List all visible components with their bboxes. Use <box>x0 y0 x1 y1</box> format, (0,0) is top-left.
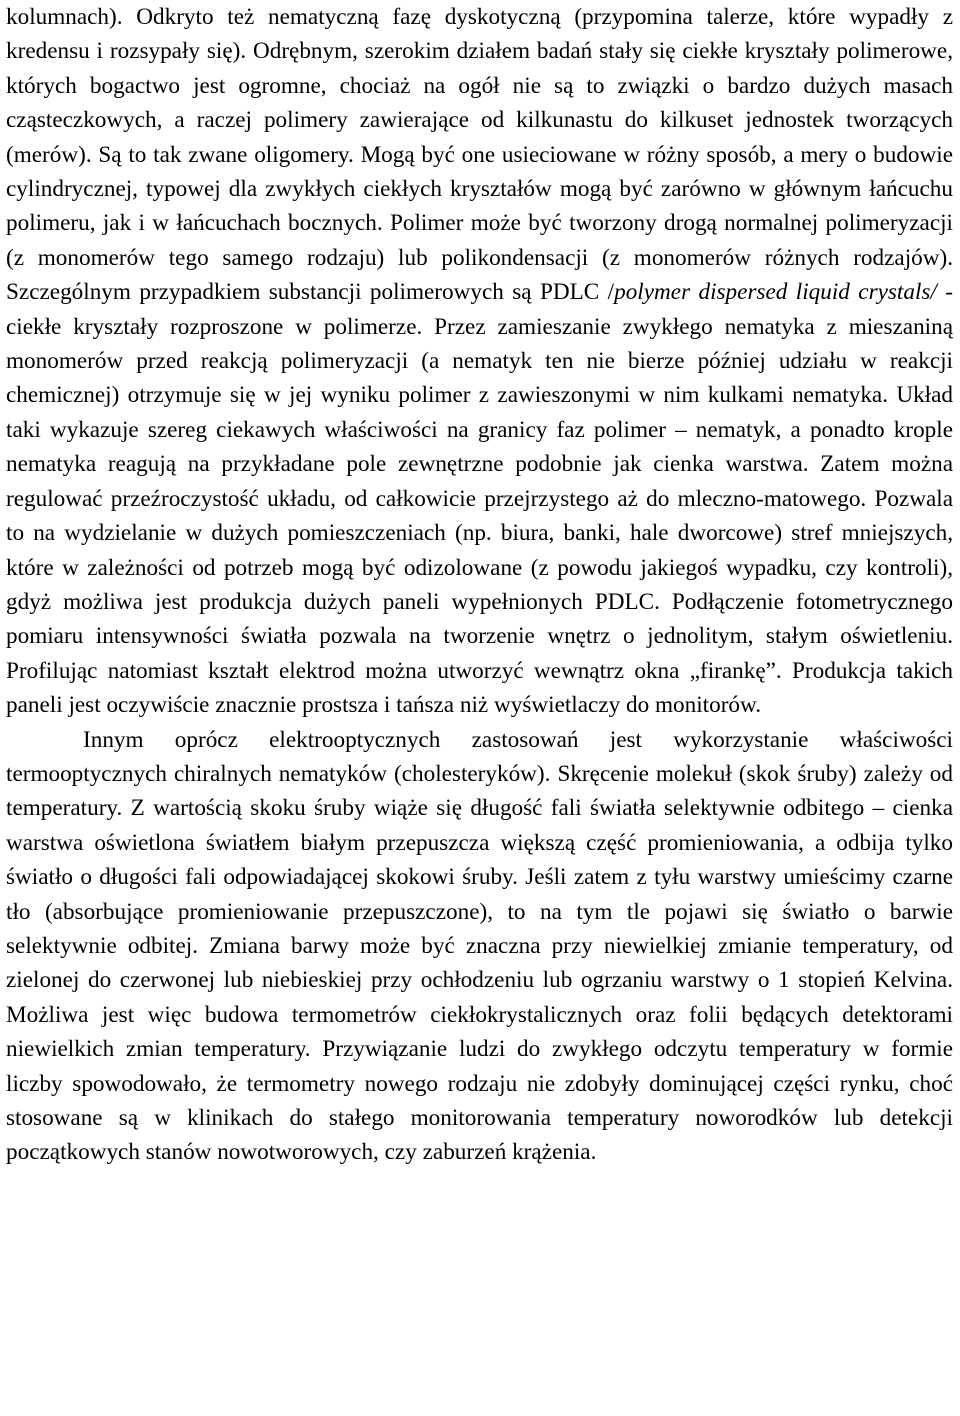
paragraph-liquid-crystal-polymers <box>6 0 953 723</box>
paragraph-thermooptical-applications: Innym oprócz elektrooptycznych zastosowań jest wykorzystanie właściwości termooptycznych chiralnych nematyków (cholesteryków). Skręcenie molekuł (skok śruby) zależy od temperatury. Z wartością skoku śruby wiąże się długość fali światła selektywnie odbitego – cienka warstwa oświetlona światłem białym przepuszcza większą część promieniowania, a odbija tylko światło o długości fali odpowiadającej skokowi śruby. Jeśli zatem z tyłu warstwy umieścimy czarne tło (absorbujące promieniowanie przepuszczone), to na tym tle pojawi się światło o barwie selektywnie odbitej. Zmiana barwy może być znaczna przy niewielkiej zmianie temperatury, od zielonej do czerwonej lub niebieskiej przy ochłodzeniu lub ogrzaniu warstwy o 1 stopień Kelvina. Możliwa jest więc budowa termometrów ciekłokrystalicznych oraz folii będących detektorami niewielkich zmian temperatury. Przywiązanie ludzi do zwykłego odczytu temperatury w formie liczby spowodowało, że termometry nowego rodzaju nie zdobyły dominującej części rynku, choć stosowane są w klinikach do stałego monitorowania temperatury noworodków lub detekcji początkowych stanów nowotworowych, czy zaburzeń krążenia. <box>6 726 953 1166</box>
paragraph-1-text-a: kolumnach). Odkryto też nematyczną fazę dyskotyczną (przypomina talerze, które wypadły z kredensu i rozsypały się). Odrębnym, szerokim działem badań stały się ciekłe kryształy polimerowe, których bogactwo jest ogromne, chociaż na ogół nie są to związki o bardzo dużych masach cząsteczkowych, a raczej polimery zawierające od kilkunastu do kilkuset jednostek tworzących (merów). Są to tak zwane oligomery. Mogą być one usieciowane w różny sposób, a mery o budowie cylindrycznej, typowej dla zwykłych ciekłych kryształów mogą być zarówno w głównym łańcuchu polimeru, jak i w łańcuchach bocznych. Polimer może być tworzony drogą normalnej polimeryzacji (z monomerów tego samego rodzaju) lub polikondensacji (z monomerów różnych rodzajów). Szczególnym przypadkiem substancji polimerowych są PDLC / <box>6 4 953 306</box>
paragraph-1-text-b: -ciekłe kryształy rozproszone w polimerze. Przez zamieszanie zwykłego nematyka z mieszaniną monomerów przed reakcją polimeryzacji (a nematyk ten nie bierze później udziału w reakcji chemicznej) otrzymuje się w jej wyniku polimer z zawieszonymi w nim kulkami nematyka. Układ taki wykazuje szereg ciekawych właściwości na granicy faz polimer – nematyk, a ponadto krople nematyka reagują na przykładane pole zewnętrzne podobnie jak cienka warstwa. Zatem można regulować przeźroczystość układu, od całkowicie przejrzystego aż do mleczno-matowego. Pozwala to na wydzielanie w dużych pomieszczeniach (np. biura, banki, hale dworcowe) stref mniejszych, które w zależności od potrzeb mogą być odizolowane (z powodu jakiegoś wypadku, czy kontroli), gdyż możliwa jest produkcja dużych paneli wypełnionych PDLC. Podłączenie fotometrycznego pomiaru intensywności światła pozwala na tworzenie wnętrz o jednolitym, stałym oświetleniu. Profilując natomiast kształt elektrod można utworzyć wewnątrz okna „firankę”. Produkcja takich paneli jest oczywiście znacznie prostsza i tańsza niż wyświetlaczy do monitorów. <box>6 279 954 719</box>
paragraph-1-italic-term: polymer dispersed liquid crystals/ <box>614 279 937 306</box>
